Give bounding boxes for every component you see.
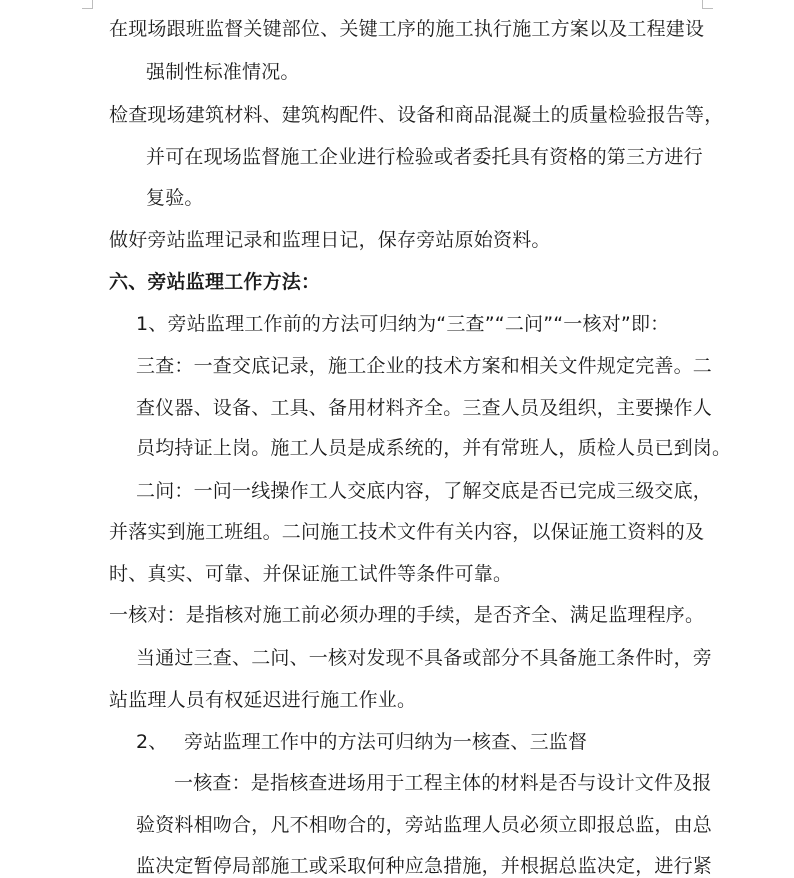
text-line: 1、旁站监理工作前的方法可归纳为“三查”“二问”“一核对”即：	[136, 313, 670, 335]
text-line: 时、真实、可靠、并保证施工试件等条件可靠。	[109, 563, 513, 585]
section-heading: 六、旁站监理工作方法：	[109, 271, 321, 293]
text-line: 强制性标准情况。	[146, 61, 300, 83]
list-number: 2、	[136, 731, 168, 753]
crop-mark-top-left	[82, 0, 93, 9]
text-line: 员均持证上岗。施工人员是成系统的，并有常班人，质检人员已到岗。	[136, 437, 732, 459]
text-line: 验资料相吻合，凡不相吻合的，旁站监理人员必须立即报总监，由总	[136, 814, 713, 836]
text-line: 监决定暂停局部施工或采取何种应急措施，并根据总监决定，进行紧	[136, 855, 713, 877]
text-line: 三查：一查交底记录，施工企业的技术方案和相关文件规定完善。二	[136, 355, 713, 377]
text-line: 当通过三查、二问、一核对发现不具备或部分不具备施工条件时，旁	[136, 647, 713, 669]
text-line: 一核查：是指核查进场用于工程主体的材料是否与设计文件及报	[174, 772, 712, 794]
text-line: 在现场跟班监督关键部位、关键工序的施工执行施工方案以及工程建设	[109, 18, 705, 40]
crop-mark-top-right	[702, 0, 713, 9]
text-line: 并落实到施工班组。二问施工技术文件有关内容，以保证施工资料的及	[109, 521, 705, 543]
text-line: 检查现场建筑材料、建筑构配件、设备和商品混凝土的质量检验报告等，	[109, 104, 724, 126]
text-line: 旁站监理工作中的方法可归纳为一核查、三监督	[184, 731, 588, 753]
text-line: 复验。	[146, 187, 204, 209]
text-line: 二问：一问一线操作工人交底内容，了解交底是否已完成三级交底，	[136, 480, 713, 502]
text-line: 并可在现场监督施工企业进行检验或者委托具有资格的第三方进行	[146, 146, 703, 168]
text-line: 查仪器、设备、工具、备用材料齐全。三查人员及组织，主要操作人	[136, 397, 713, 419]
text-line: 做好旁站监理记录和监理日记，保存旁站原始资料。	[109, 229, 551, 251]
text-line: 一核对：是指核对施工前必须办理的手续，是否齐全、满足监理程序。	[109, 604, 705, 626]
text-line: 站监理人员有权延迟进行施工作业。	[109, 689, 417, 711]
